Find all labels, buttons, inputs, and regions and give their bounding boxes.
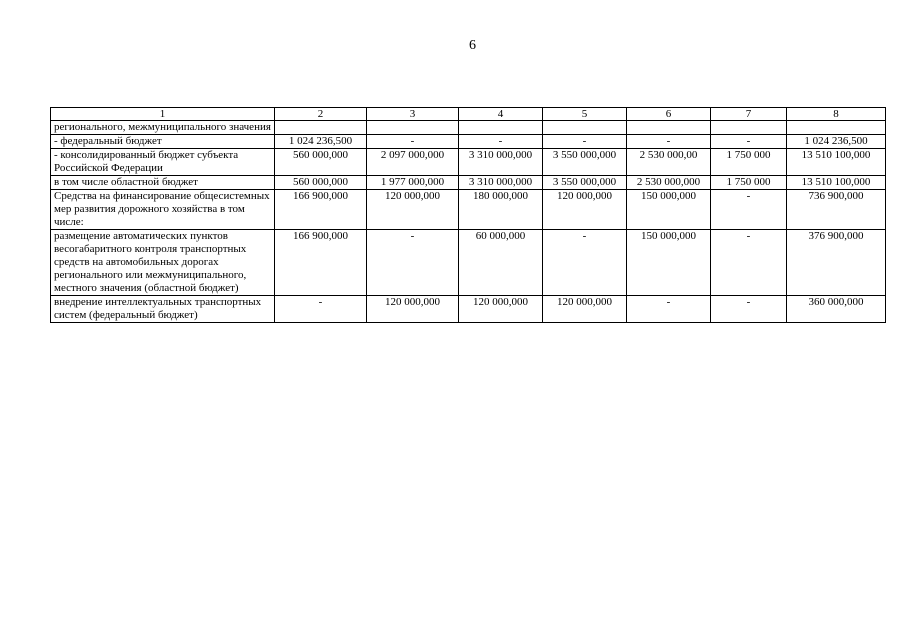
column-header: 4	[459, 108, 543, 121]
table-cell: 360 000,000	[787, 296, 886, 323]
table-cell: 180 000,000	[459, 190, 543, 230]
table-header-row	[51, 108, 886, 121]
table-cell: -	[543, 135, 627, 149]
budget-table	[50, 107, 886, 323]
column-header: 1	[51, 108, 275, 121]
column-header: 5	[543, 108, 627, 121]
row-label: регионального, межмуниципального значения	[51, 121, 275, 135]
row-label: - консолидированный бюджет субъекта Российской Федерации	[51, 149, 275, 176]
table-cell: -	[711, 135, 787, 149]
table-row	[51, 230, 886, 296]
table-row	[51, 149, 886, 176]
table-row	[51, 296, 886, 323]
table-cell: 120 000,000	[459, 296, 543, 323]
table-cell: 560 000,000	[275, 149, 367, 176]
row-label: внедрение интеллектуальных транспортных систем (федеральный бюджет)	[51, 296, 275, 323]
table-cell: 3 550 000,000	[543, 176, 627, 190]
row-label: - федеральный бюджет	[51, 135, 275, 149]
table-row	[51, 135, 886, 149]
column-header: 7	[711, 108, 787, 121]
table-cell: 120 000,000	[367, 296, 459, 323]
table-cell: -	[711, 190, 787, 230]
table-cell	[787, 121, 886, 135]
table-row	[51, 190, 886, 230]
table-row	[51, 176, 886, 190]
table-cell: 376 900,000	[787, 230, 886, 296]
table-cell: 1 977 000,000	[367, 176, 459, 190]
table-cell: 1 024 236,500	[275, 135, 367, 149]
table-cell	[627, 121, 711, 135]
table-cell: 120 000,000	[367, 190, 459, 230]
table-cell: -	[627, 296, 711, 323]
table-cell: 13 510 100,000	[787, 176, 886, 190]
table-cell: 1 750 000	[711, 176, 787, 190]
row-label: Средства на финансирование общесистемных мер развития дорожного хозяйства в том числе:	[51, 190, 275, 230]
table-cell: -	[367, 135, 459, 149]
table-cell: 60 000,000	[459, 230, 543, 296]
column-header: 3	[367, 108, 459, 121]
table-cell: 3 550 000,000	[543, 149, 627, 176]
table-cell: 2 530 000,00	[627, 149, 711, 176]
table-cell	[543, 121, 627, 135]
table-cell: 150 000,000	[627, 230, 711, 296]
table-cell: -	[275, 296, 367, 323]
row-label: в том числе областной бюджет	[51, 176, 275, 190]
table-cell: 3 310 000,000	[459, 176, 543, 190]
table-cell	[459, 121, 543, 135]
column-header: 8	[787, 108, 886, 121]
column-header: 6	[627, 108, 711, 121]
table-cell: 13 510 100,000	[787, 149, 886, 176]
table-cell: -	[711, 230, 787, 296]
column-header: 2	[275, 108, 367, 121]
table-cell: -	[711, 296, 787, 323]
table-cell: 2 097 000,000	[367, 149, 459, 176]
table-cell: 1 750 000	[711, 149, 787, 176]
table-cell: 736 900,000	[787, 190, 886, 230]
page-number: 6	[469, 38, 476, 53]
table-cell: 1 024 236,500	[787, 135, 886, 149]
table-cell: 166 900,000	[275, 190, 367, 230]
table-cell: -	[459, 135, 543, 149]
table-cell: 2 530 000,000	[627, 176, 711, 190]
table-row	[51, 121, 886, 135]
table-cell: -	[627, 135, 711, 149]
table-cell	[275, 121, 367, 135]
table-cell: 560 000,000	[275, 176, 367, 190]
table-cell: -	[367, 230, 459, 296]
table-cell: 3 310 000,000	[459, 149, 543, 176]
table-cell	[367, 121, 459, 135]
table-cell: 120 000,000	[543, 296, 627, 323]
table-cell	[711, 121, 787, 135]
table-cell: 120 000,000	[543, 190, 627, 230]
table-cell: -	[543, 230, 627, 296]
table-cell: 166 900,000	[275, 230, 367, 296]
row-label: размещение автоматических пунктов весогабаритного контроля транспортных средств на автомобильных дорогах регионального или межмуниципального, местного значения (областной бюджет)	[51, 230, 275, 296]
table-cell: 150 000,000	[627, 190, 711, 230]
